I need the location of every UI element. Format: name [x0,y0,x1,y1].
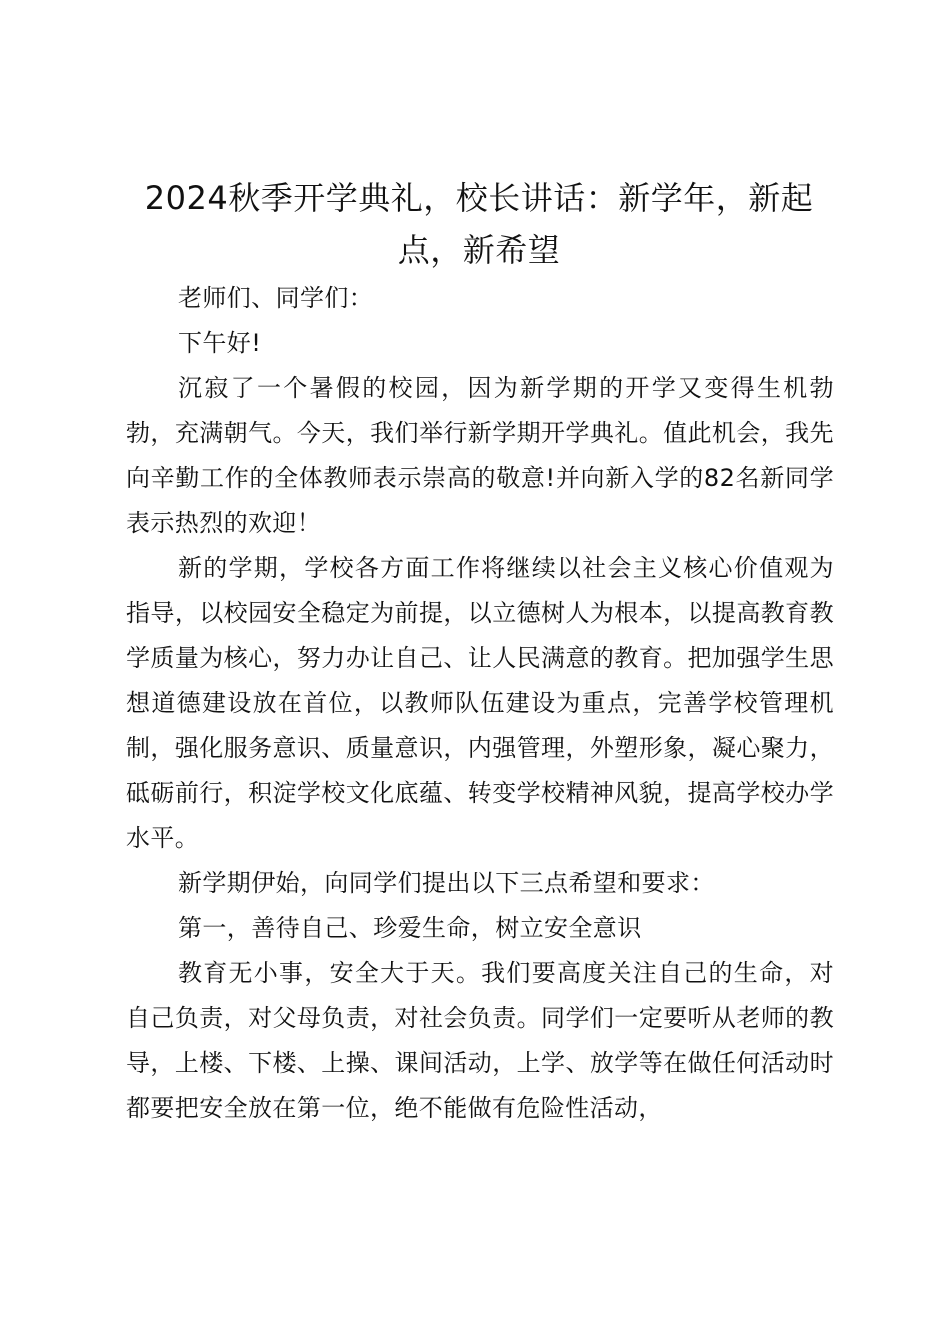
paragraph-welcome: 沉寂了一个暑假的校园，因为新学期的开学又变得生机勃勃，充满朝气。今天，我们举行新学期开学典礼。值此机会，我先向辛勤工作的全体教师表示崇高的敬意!并向新入学的82名新同学表示热烈的欢迎！ [126,374,834,537]
document-title: 2024秋季开学典礼，校长讲话：新学年，新起点，新希望 [144,179,814,269]
paragraph-semester-goals: 新的学期，学校各方面工作将继续以社会主义核心价值观为指导，以校园安全稳定为前提，以立德树人为根本，以提高教育教学质量为核心，努力办让自己、让人民满意的教育。把加强学生思想道德建设放在首位，以教师队伍建设为重点，完善学校管理机制，强化服务意识、质量意识，内强管理，外塑形象，凝心聚力，砥砺前行，积淀学校文化底蕴、转变学校精神风貌，提高学校办学水平。 [126,554,834,852]
paragraph-salutation: 下午好! [178,329,262,357]
paragraph-greeting: 老师们、同学们： [178,284,374,312]
document-body [126,276,834,1131]
paragraph-requirements-intro: 新学期伊始，向同学们提出以下三点希望和要求： [178,869,715,897]
paragraph-safety: 教育无小事，安全大于天。我们要高度关注自己的生命，对自己负责，对父母负责，对社会负责。同学们一定要听从老师的教导，上楼、下楼、上操、课间活动，上学、放学等在做任何活动时都要把安全放在第一位，绝不能做有危险性活动， [126,959,834,1122]
paragraph-first-point-heading: 第一，善待自己、珍爱生命，树立安全意识 [178,914,642,942]
